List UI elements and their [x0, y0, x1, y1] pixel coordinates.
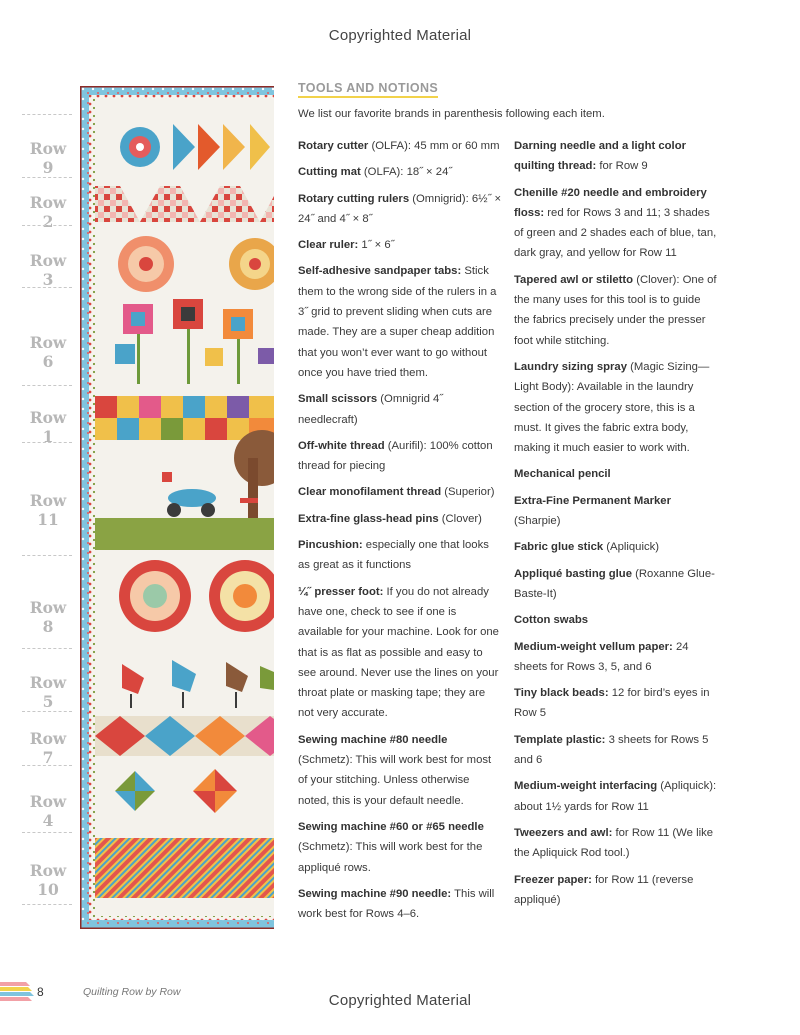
list-item: Appliqué basting glue (Roxanne Glue-Baste-It): [514, 567, 715, 600]
list-item: Sewing machine #90 needle: This will work best for Rows 4–6.: [298, 887, 495, 921]
list-item: Medium-weight interfacing (Apliquick): about 1½ yards for Row 11: [514, 780, 717, 813]
row-label: Row 10: [29, 861, 67, 899]
list-item: Self-adhesive sandpaper tabs: Stick them to the wrong side of the rulers in a 3˝ grid to prevent sliding when cuts are made. They are a super cheap addition that you won’t ever want to go without once you have tried them.: [298, 265, 497, 379]
list-item: Extra-Fine Permanent Marker (Sharpie): [514, 494, 671, 528]
list-item: Off-white thread (Aurifil): 100% cotton thread for piecing: [298, 439, 493, 473]
list-item: Fabric glue stick (Apliquick): [514, 541, 660, 554]
list-item: Clear monofilament thread (Superior): [298, 486, 495, 499]
tools-list-left: [298, 136, 503, 930]
list-item: Cutting mat (OLFA): 18˝ × 24˝: [298, 166, 453, 179]
list-item: Medium-weight vellum paper: 24 sheets for Rows 3, 5, and 6: [514, 640, 689, 673]
row-label: Row 1: [29, 408, 67, 446]
row-divider: [22, 385, 72, 386]
row-divider: [22, 177, 72, 178]
book-title: Quilting Row by Row: [83, 986, 181, 998]
row-divider: [22, 555, 72, 556]
list-item: Small scissors (Omnigrid 4˝ needlecraft): [298, 393, 444, 426]
list-item: Sewing machine #80 needle (Schmetz): This will work best for most of your stitching. Unless otherwise noted, this is your default needle.: [298, 733, 492, 807]
list-item: Darning needle and a light color quilting thread: for Row 9: [514, 140, 686, 173]
row-label: Row 11: [29, 491, 67, 529]
row-label: Row 2: [29, 193, 67, 231]
row-label: Row 4: [29, 792, 67, 830]
row-label: Row 5: [29, 673, 67, 711]
row-label: Row 3: [29, 251, 67, 289]
section-intro: We list our favorite brands in parenthesis following each item.: [298, 108, 605, 120]
section-title: TOOLS AND NOTIONS: [298, 81, 438, 98]
row-divider: [22, 442, 72, 443]
row-divider: [22, 225, 72, 226]
list-item: Tapered awl or stiletto (Clover): One of the many uses for this tool is to guide the fabrics precisely under the presser foot while stitching.: [514, 273, 717, 347]
row-divider: [22, 287, 72, 288]
row-divider: [22, 711, 72, 712]
row-label: Row 9: [29, 139, 67, 177]
row-label: Row 6: [29, 333, 67, 371]
list-item: Chenille #20 needle and embroidery floss: red for Rows 3 and 11; 3 shades of green and 2 shades each of blue, tan, dark gray, and yellow for Row 11: [514, 186, 717, 260]
row-label: Row 7: [29, 729, 67, 767]
list-item: Template plastic: 3 sheets for Rows 5 and 6: [514, 733, 709, 767]
list-item: Extra-fine glass-head pins (Clover): [298, 512, 482, 525]
row-divider: [22, 114, 72, 115]
list-item: Tiny black beads: 12 for bird’s eyes in Row 5: [514, 687, 710, 720]
list-item: Tweezers and awl: for Row 11 (We like the Apliquick Rod tool.): [514, 826, 714, 860]
list-item: ¼˝ presser foot: If you do not already have one, check to see if one is available for your machine. Look for one that is as flat as possible and easy to see around. Never use the lines on your throat plate or masking tape; they are not very accurate.: [298, 585, 499, 720]
row-divider: [22, 648, 72, 649]
watermark-top: Copyrighted Material: [328, 27, 472, 44]
list-item: Rotary cutter (OLFA): 45 mm or 60 mm: [298, 140, 500, 152]
row-divider: [22, 832, 72, 833]
list-item: Clear ruler: 1˝ × 6˝: [298, 239, 395, 252]
list-item: Cotton swabs: [514, 614, 589, 627]
list-item: Freezer paper: for Row 11 (reverse appliqué): [514, 873, 694, 906]
list-item: Laundry sizing spray (Magic Sizing—Light Body): Available in the laundry section of the grocery store, this is a must. It gives the fabric extra body, making it much easier to work with.: [514, 360, 710, 455]
quilt-photo: [80, 86, 274, 929]
list-item: Pincushion: especially one that looks as great as it functions: [298, 539, 489, 572]
list-item: Mechanical pencil: [514, 468, 611, 481]
tools-list-right: [514, 136, 719, 916]
row-label: Row 8: [29, 598, 67, 636]
list-item: Rotary cutting rulers (Omnigrid): 6½˝ × 24˝ and 4˝ × 8˝: [298, 192, 502, 225]
row-divider: [22, 904, 72, 905]
list-item: Sewing machine #60 or #65 needle (Schmetz): This will work best for the appliqué rows.: [298, 820, 484, 874]
row-divider: [22, 765, 72, 766]
watermark-bottom: Copyrighted Material: [328, 992, 472, 1009]
page-number: 8: [37, 985, 44, 999]
